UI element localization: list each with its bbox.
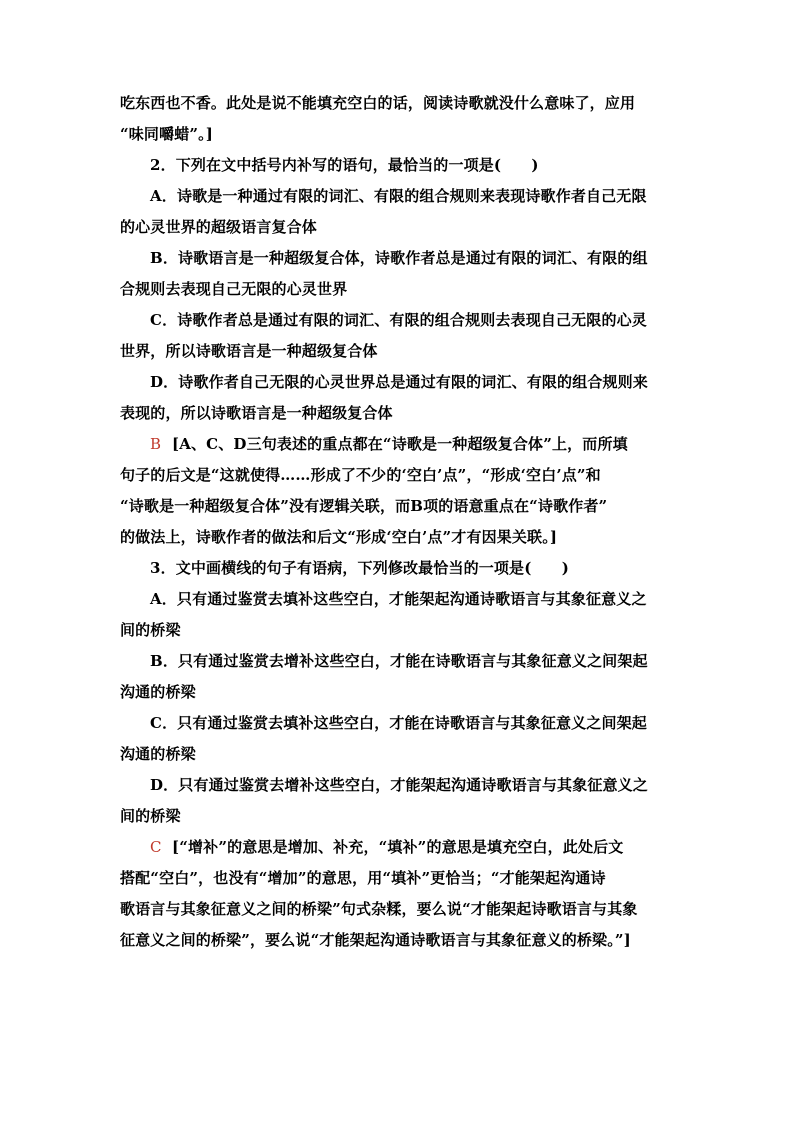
q3-explanation-line-3: 歌语言与其象征意义之间的桥梁”句式杂糅，要么说“才能架起诗歌语言与其象 xyxy=(120,900,638,918)
q3-option-c-line-2: 沟通的桥梁 xyxy=(120,745,196,763)
q3-option-d-line-1: D．只有通过鉴赏去增补这些空白，才能架起沟通诗歌语言与其象征意义之 xyxy=(150,776,648,794)
q3-option-b-line-2: 沟通的桥梁 xyxy=(120,683,196,701)
q2-option-d-line-2: 表现的，所以诗歌语言是一种超级复合体 xyxy=(120,404,393,422)
q2-explanation-text-1: [A、C、D三句表述的重点都在“诗歌是一种超级复合体”上，而所填 xyxy=(172,435,628,453)
q2-option-b-line-1: B．诗歌语言是一种超级复合体，诗歌作者总是通过有限的词汇、有限的组 xyxy=(150,249,648,267)
q2-option-a-line-1: A．诗歌是一种通过有限的词汇、有限的组合规则来表现诗歌作者自己无限 xyxy=(150,187,647,205)
q3-explanation-text-1: [“增补”的意思是增加、补充，“填补”的意思是填充空白，此处后文 xyxy=(172,838,624,856)
q3-explanation-line-1 xyxy=(120,832,676,863)
question-3-stem: 3．文中画横线的句子有语病，下列修改最恰当的一项是( ) xyxy=(150,559,569,577)
intro-line-2: “味同嚼蜡”。] xyxy=(120,125,214,143)
q3-option-a-line-1: A．只有通过鉴赏去填补这些空白，才能架起沟通诗歌语言与其象征意义之 xyxy=(150,590,647,608)
document-page xyxy=(120,88,676,956)
q2-explanation-line-4: 的做法上，诗歌作者的做法和后文“形成‘空白’点”才有因果关联。] xyxy=(120,528,558,546)
question-2-stem: 2．下列在文中括号内补写的语句，最恰当的一项是( ) xyxy=(150,156,539,174)
q2-option-c-line-1: C．诗歌作者总是通过有限的词汇、有限的组合规则去表现自己无限的心灵 xyxy=(150,311,647,329)
q3-answer: C xyxy=(150,838,162,856)
q2-explanation-line-1 xyxy=(120,429,676,460)
q3-option-c-line-1: C．只有通过鉴赏去填补这些空白，才能在诗歌语言与其象征意义之间架起 xyxy=(150,714,647,732)
q2-option-a-line-2: 的心灵世界的超级语言复合体 xyxy=(120,218,317,236)
intro-line-1: 吃东西也不香。此处是说不能填充空白的话，阅读诗歌就没什么意味了，应用 xyxy=(120,94,636,112)
q3-option-d-line-2: 间的桥梁 xyxy=(120,807,181,825)
q2-explanation-line-3: “诗歌是一种超级复合体”没有逻辑关联，而B项的语意重点在“诗歌作者” xyxy=(120,497,608,515)
q2-option-d-line-1: D．诗歌作者自己无限的心灵世界总是通过有限的词汇、有限的组合规则来 xyxy=(150,373,648,391)
q3-option-b-line-1: B．只有通过鉴赏去增补这些空白，才能在诗歌语言与其象征意义之间架起 xyxy=(150,652,648,670)
q2-option-c-line-2: 世界，所以诗歌语言是一种超级复合体 xyxy=(120,342,378,360)
q2-option-b-line-2: 合规则去表现自己无限的心灵世界 xyxy=(120,280,348,298)
q3-option-a-line-2: 间的桥梁 xyxy=(120,621,181,639)
q2-explanation-line-2: 句子的后文是“这就使得……形成了不少的‘空白’点”，“形成‘空白’点”和 xyxy=(120,466,601,484)
q2-answer: B xyxy=(150,435,162,453)
q3-explanation-line-2: 搭配“空白”，也没有“增加”的意思，用“填补”更恰当；“才能架起沟通诗 xyxy=(120,869,606,887)
q3-explanation-line-4: 征意义之间的桥梁”，要么说“才能架起沟通诗歌语言与其象征意义的桥梁。”] xyxy=(120,931,631,949)
